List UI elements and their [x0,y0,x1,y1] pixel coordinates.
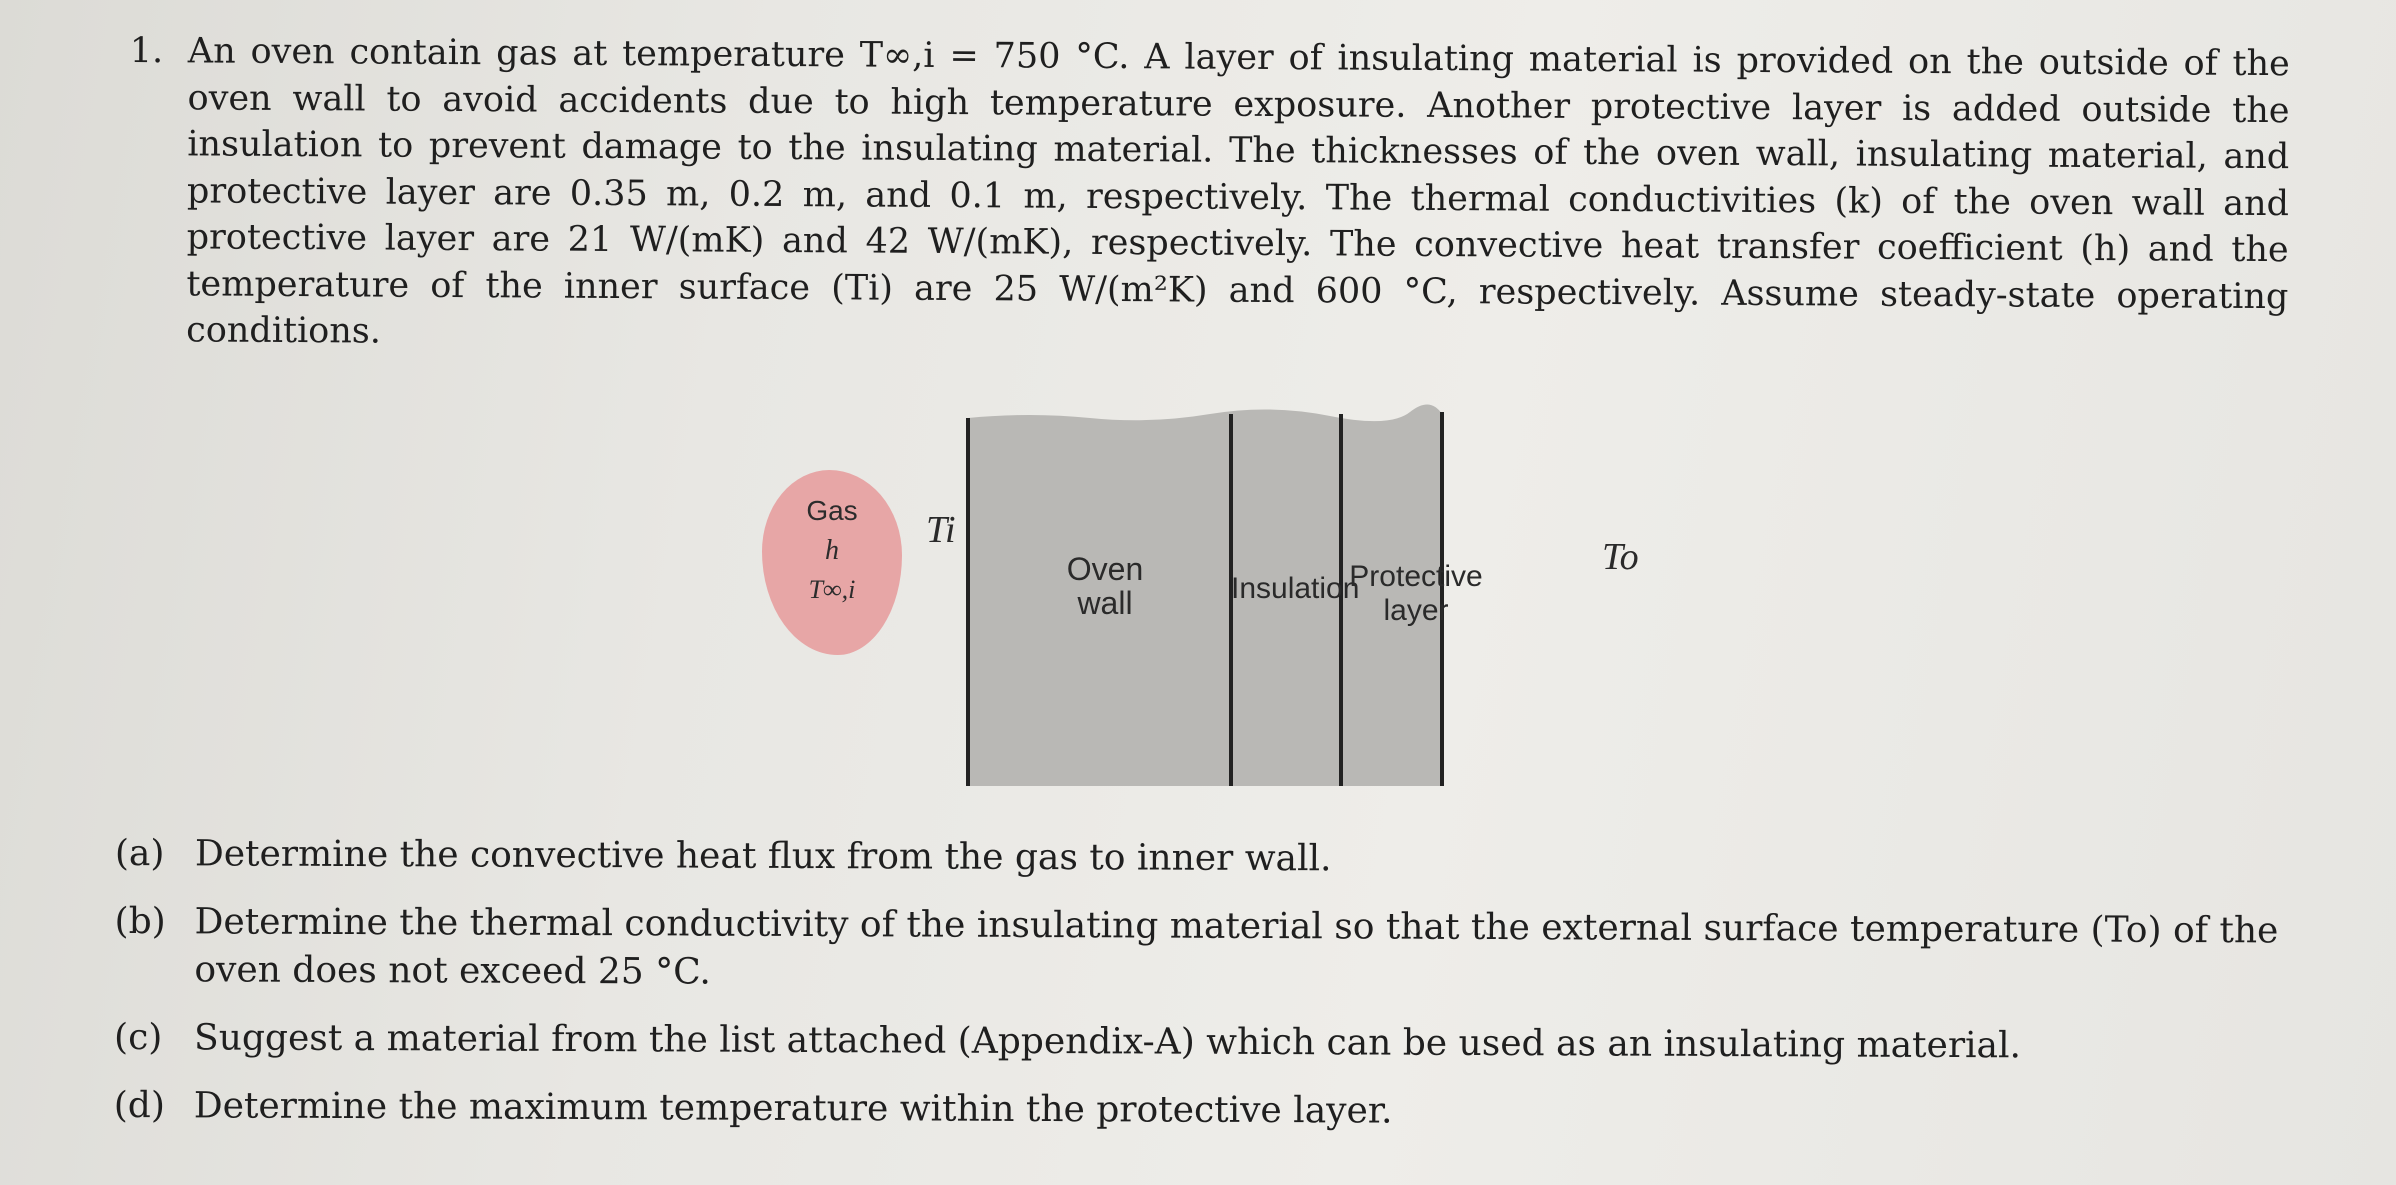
outer-temperature-label: To [1602,536,1639,578]
part-b-text: Determine the thermal conductivity of the insulating material so that the external surface temperature (To) of the oven does not exceed 25 °C. [194,901,2279,993]
protective-layer-label [1340,560,1492,628]
gas-h-label: h [825,535,839,566]
part-a [115,830,2355,888]
insulation-label: Insulation [1231,572,1360,605]
question-parts [114,830,2355,1160]
problem-text: An oven contain gas at temperature T∞,i = 750 °C. A layer of insulating material is provided on the outside of the oven wall to avoid accidents due to high temperature exposure. Another protective layer is added outside the insulation to prevent damage to the insulating material. The thicknesses of the oven wall, insulating material, and protective layer are 0.35 m, 0.2 m, and 0.1 m, respectively. The thermal conductivities (k) of the oven wall and protective layer are 21 W/(mK) and 42 W/(mK), respectively. The convective heat transfer coefficient (h) and the temperature of the inner surface (Ti) are 25 W/(m²K) and 600 °C, respectively. Assume steady-state operating conditions. [186,31,2290,352]
part-a-label: (a) [114,833,165,875]
part-c-label: (c) [114,1016,163,1059]
problem-statement [128,28,2290,367]
inner-temperature-label: Ti [926,509,956,551]
oven-wall-label-line1: Oven [1066,551,1144,587]
part-c [114,1014,2354,1072]
part-c-text: Suggest a material from the list attached (Appendix-A) which can be used as an insulating material. [194,1017,2022,1067]
part-d [114,1082,2354,1140]
oven-wall-label [1030,552,1180,620]
part-d-text: Determine the maximum temperature within the protective layer. [193,1085,1393,1132]
part-d-label: (d) [113,1084,166,1127]
part-a-text: Determine the convective heat flux from the gas to inner wall. [194,833,1332,880]
wall-diagram [730,400,1680,800]
gas-temperature-label: T∞,i [808,575,856,604]
protective-layer-label-line2: layer [1383,594,1449,627]
gas-label: Gas [806,495,858,526]
protective-layer-label-line1: Protective [1349,560,1483,593]
oven-wall-label-line2: wall [1077,585,1133,621]
part-b-label: (b) [114,900,166,943]
part-b [114,898,2354,1004]
problem-number: 1. [129,30,164,72]
